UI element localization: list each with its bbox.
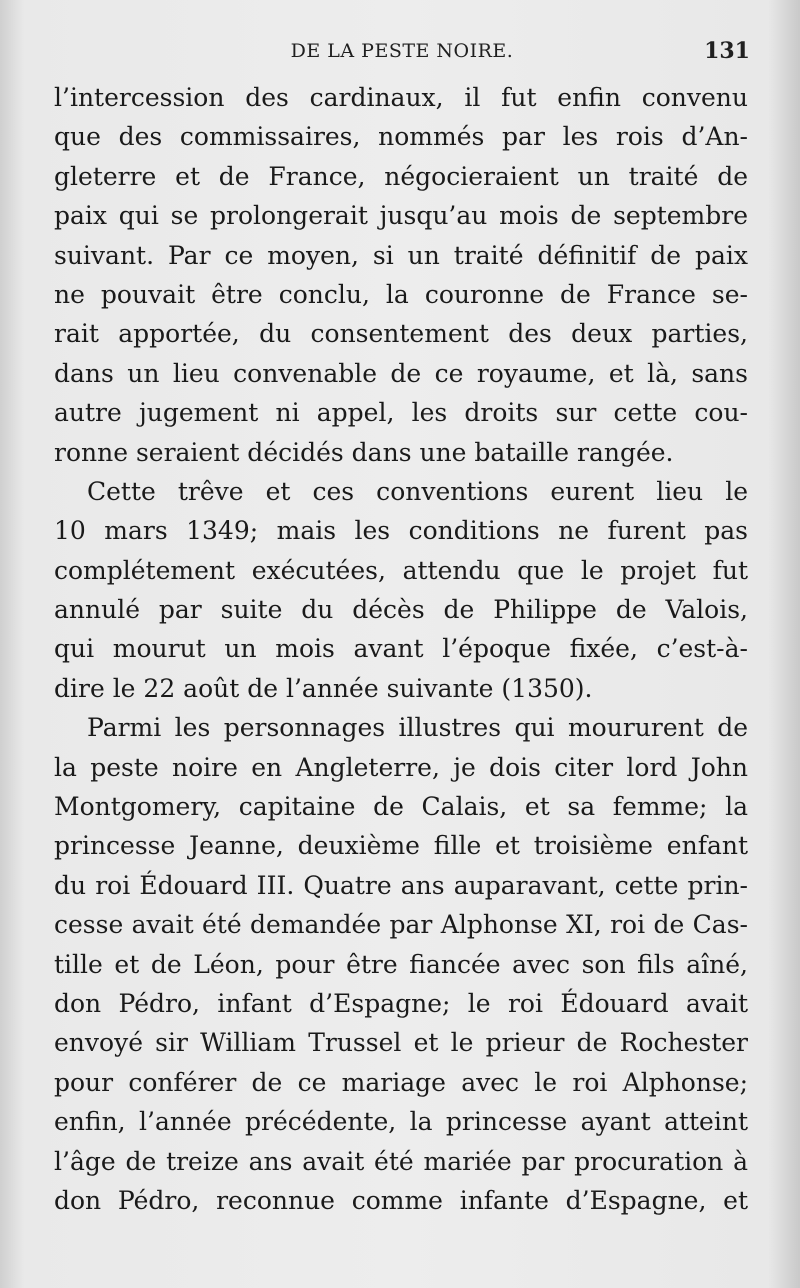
paragraph-start: Parmi les personnages illustres qui moururent de <box>87 713 748 743</box>
text-line: Montgomery, capitaine de Calais, et sa femme; la <box>54 792 748 822</box>
text-line: dans un lieu convenable de ce royaume, et là, sans <box>54 358 748 388</box>
text-line: complétement exécutées, attendu que le projet fut <box>54 555 748 585</box>
text-line: enfin, l’année précédente, la princesse ayant atteint <box>54 1107 748 1137</box>
text-line: ronne seraient décidés dans une bataille rangée. <box>54 437 674 467</box>
text-line: rait apportée, du consentement des deux parties, <box>54 319 748 349</box>
text-line: que des commissaires, nommés par les rois d’An- <box>54 122 748 152</box>
page-number: 131 <box>704 38 750 64</box>
text-line: la peste noire en Angleterre, je dois citer lord John <box>54 752 748 782</box>
text-line: tille et de Léon, pour être fiancée avec son fils aîné, <box>54 949 748 979</box>
text-line: qui mourut un mois avant l’époque fixée, c’est-à- <box>54 634 748 664</box>
text-line: autre jugement ni appel, les droits sur cette cou- <box>54 398 748 428</box>
running-title: DE LA PESTE NOIRE. <box>290 40 514 62</box>
text-line: gleterre et de France, négocieraient un traité de <box>54 161 748 191</box>
body-text <box>54 78 748 1220</box>
text-line: suivant. Par ce moyen, si un traité définitif de paix <box>54 240 748 270</box>
text-line: envoyé sir William Trussel et le prieur de Rochester <box>54 1028 748 1058</box>
paragraph-start: Cette trêve et ces conventions eurent lieu le <box>87 476 748 506</box>
text-line: du roi Édouard III. Quatre ans auparavant, cette prin- <box>54 870 748 900</box>
text-line: cesse avait été demandée par Alphonse XI, roi de Cas- <box>54 910 748 940</box>
text-line: l’intercession des cardinaux, il fut enfin convenu <box>54 83 748 112</box>
text-line: don Pédro, reconnue comme infante d’Espagne, et <box>54 1185 748 1215</box>
text-line: princesse Jeanne, deuxième fille et troisième enfant <box>54 831 748 861</box>
text-line: ne pouvait être conclu, la couronne de France se- <box>54 279 748 309</box>
text-line: dire le 22 août de l’année suivante (1350). <box>54 673 593 703</box>
text-line: paix qui se prolongerait jusqu’au mois de septembre <box>54 201 748 231</box>
page-header <box>54 38 750 70</box>
text-line: l’âge de treize ans avait été mariée par procuration à <box>54 1146 748 1176</box>
text-line: 10 mars 1349; mais les conditions ne furent pas <box>54 516 748 546</box>
text-line: don Pédro, infant d’Espagne; le roi Édouard avait <box>54 988 748 1018</box>
text-line: pour conférer de ce mariage avec le roi Alphonse; <box>54 1067 748 1097</box>
text-line: annulé par suite du décès de Philippe de Valois, <box>54 595 748 625</box>
